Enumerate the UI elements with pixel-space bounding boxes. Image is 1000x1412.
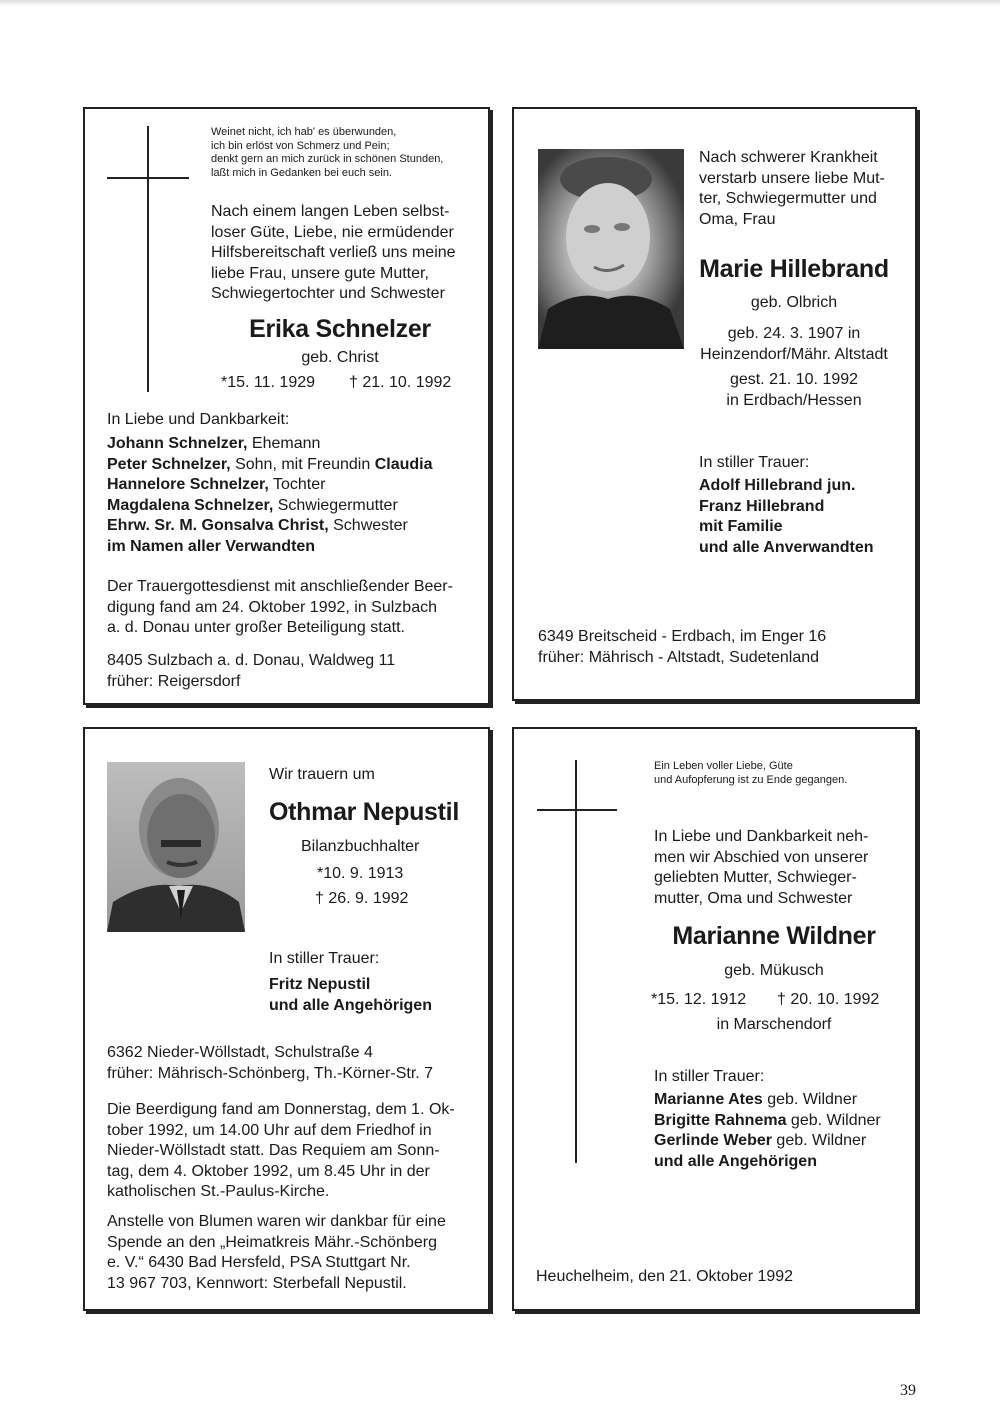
verse-line: denkt gern an mich zurück in schönen Stunden,	[211, 153, 444, 165]
mourner	[107, 434, 433, 455]
donation-line: e. V.“ 6430 Bad Hersfeld, PSA Stuttgart Nr.	[107, 1254, 411, 1271]
mourner-name: Marianne Ates	[654, 1091, 763, 1108]
service-line: Der Trauergottesdienst mit anschließender Beer-	[107, 578, 453, 595]
mourner	[654, 1131, 881, 1152]
deceased-name: Marie Hillebrand	[699, 255, 889, 283]
address-line: früher: Mährisch - Altstadt, Sudetenland	[538, 648, 820, 666]
mourner-maiden-name: geb. Wildner	[771, 1132, 867, 1149]
intro-line: Hilfsbereitschaft verließ uns meine	[211, 244, 456, 261]
intro-line: loser Güte, Liebe, nie ermüdender	[211, 223, 454, 241]
intro-line: mutter, Oma und Schwester	[654, 889, 853, 907]
mourners-intro: In stiller Trauer:	[269, 950, 380, 967]
verse	[211, 126, 443, 180]
death-line: gest. 21. 10. 1992	[729, 371, 859, 388]
obituary-erika-schnelzer	[83, 107, 490, 705]
mourner-maiden-name: geb. Wildner	[786, 1111, 881, 1129]
portrait-photo	[107, 762, 245, 932]
obituary-marie-hillebrand	[512, 107, 917, 701]
mourners-intro: In Liebe und Dankbarkeit:	[107, 411, 290, 428]
mourner: und alle Anverwandten	[699, 538, 874, 556]
intro-text	[211, 202, 469, 305]
death-date: † 21. 10. 1992	[349, 374, 452, 391]
death-line: in Erdbach/Hessen	[726, 391, 862, 409]
mourner: und alle Angehörigen	[269, 996, 432, 1014]
deceased-name: Erika Schnelzer	[249, 315, 431, 343]
verse-line: und Aufopferung ist zu Ende gegangen.	[654, 773, 848, 786]
funeral-line: katholischen St.-Paulus-Kirche.	[107, 1183, 330, 1200]
intro-line: Nach einem langen Leben selbst-	[211, 203, 450, 220]
mourner-name: und alle Angehörigen	[654, 1152, 817, 1170]
mourner	[654, 1152, 881, 1173]
mourner: Franz Hillebrand	[699, 497, 825, 515]
birth-name: geb. Mükusch	[724, 962, 824, 979]
mourner-name: Hannelore Schnelzer,	[107, 476, 269, 493]
cross-icon-vertical	[147, 126, 149, 392]
address-line: früher: Reigersdorf	[107, 672, 241, 690]
obituary-marianne-wildner	[512, 727, 917, 1311]
mourner-relation: Ehemann	[247, 435, 321, 452]
intro-text	[699, 148, 885, 230]
place-and-date: Heuchelheim, den 21. Oktober 1992	[536, 1268, 794, 1285]
birth-line: Heinzendorf/Mähr. Altstadt	[700, 345, 888, 363]
mourner: mit Familie	[699, 518, 783, 535]
mourner-name: Brigitte Rahnema	[654, 1111, 787, 1129]
portrait-figure-icon	[107, 762, 245, 932]
mourner-name: Ehrw. Sr. M. Gonsalva Christ,	[107, 517, 329, 534]
mourner-name: Johann Schnelzer,	[107, 435, 248, 452]
mourner	[654, 1090, 881, 1111]
portrait-figure-icon	[538, 149, 684, 349]
mourner	[107, 537, 433, 558]
address	[107, 651, 395, 692]
funeral-line: tag, dem 4. Oktober 1992, um 8.45 Uhr in der	[107, 1162, 430, 1180]
portrait-photo	[538, 149, 684, 349]
mourner-maiden-name: geb. Wildner	[762, 1091, 858, 1108]
funeral-info	[107, 1100, 455, 1203]
mourner: Adolf Hillebrand jun.	[699, 477, 856, 494]
mourner	[107, 496, 433, 517]
funeral-line: Nieder-Wöllstadt statt. Das Requiem am Sonn-	[107, 1142, 440, 1159]
mourner-partner-name: Claudia	[374, 455, 433, 473]
mourner-name: Gerlinde Weber	[654, 1132, 772, 1149]
address	[107, 1043, 433, 1084]
donation-line: Anstelle von Blumen waren wir dankbar für eine	[107, 1213, 446, 1230]
address-line: früher: Mährisch-Schönberg, Th.-Körner-Str. 7	[107, 1064, 434, 1082]
deceased-name: Marianne Wildner	[672, 922, 876, 950]
mourner	[107, 455, 433, 476]
address	[538, 627, 826, 668]
donation-line: 13 967 703, Kennwort: Sterbefall Nepustil.	[107, 1274, 407, 1292]
scan-top-edge	[0, 0, 1000, 6]
intro-line: liebe Frau, unsere gute Mutter,	[211, 264, 429, 282]
birth-line: geb. 24. 3. 1907 in	[727, 325, 861, 342]
service-line: digung fand am 24. Oktober 1992, in Sulzbach	[107, 598, 437, 616]
mourner-name: Magdalena Schnelzer,	[107, 496, 274, 514]
intro-line: verstarb unsere liebe Mut-	[699, 169, 885, 187]
verse-line: Weinet nicht, ich hab' es überwunden,	[211, 126, 397, 138]
mourner: Fritz Nepustil	[269, 976, 371, 993]
service-info	[107, 577, 453, 639]
birth-place: in Marschendorf	[716, 1016, 832, 1033]
cross-icon-vertical	[575, 760, 577, 1163]
verse-line: Ein Leben voller Liebe, Güte	[654, 760, 793, 772]
intro-line: geliebten Mutter, Schwieger-	[654, 869, 857, 886]
mourner-relation: Tochter	[268, 476, 326, 493]
birth-info	[689, 324, 899, 365]
page-number: 39	[900, 1382, 916, 1399]
death-date: † 26. 9. 1992	[315, 890, 409, 907]
intro-line: ter, Schwiegermutter und	[699, 190, 877, 207]
mourners-intro: In stiller Trauer:	[654, 1068, 765, 1085]
death-info	[689, 370, 899, 411]
mourner-name: Peter Schnelzer,	[107, 455, 231, 473]
death-date: † 20. 10. 1992	[777, 991, 880, 1008]
service-line: a. d. Donau unter großer Beteiligung statt.	[107, 619, 405, 636]
mourner	[654, 1111, 881, 1132]
address-line: 6349 Breitscheid - Erdbach, im Enger 16	[538, 628, 827, 645]
mourner	[107, 475, 433, 496]
cross-icon-horizontal	[537, 809, 617, 811]
funeral-line: tober 1992, um 14.00 Uhr auf dem Friedhof in	[107, 1121, 432, 1139]
funeral-line: Die Beerdigung fand am Donnerstag, dem 1. Ok-	[107, 1101, 455, 1118]
intro-text	[654, 827, 889, 909]
birth-date: *15. 12. 1912	[651, 991, 747, 1008]
mourners-list	[699, 476, 874, 558]
intro-line: Nach schwerer Krankheit	[699, 149, 878, 166]
verse-line: ich bin erlöst von Schmerz und Pein;	[211, 139, 390, 152]
mourners-list	[654, 1090, 881, 1172]
birth-name: geb. Christ	[301, 349, 379, 366]
mourners-list	[107, 434, 433, 557]
address-line: 6362 Nieder-Wöllstadt, Schulstraße 4	[107, 1044, 373, 1061]
obituary-othmar-nepustil	[83, 727, 490, 1311]
verse	[654, 760, 847, 787]
intro-line: Oma, Frau	[699, 210, 776, 228]
mourner-relation: Schwiegermutter	[273, 496, 398, 514]
donation-info	[107, 1212, 446, 1294]
cross-icon-horizontal	[107, 177, 189, 179]
occupation: Bilanzbuchhalter	[301, 838, 420, 855]
mourners-list	[269, 975, 432, 1016]
intro-line: men wir Abschied von unserer	[654, 848, 869, 866]
intro-line: In Liebe und Dankbarkeit neh-	[654, 828, 869, 845]
birth-date: *10. 9. 1913	[317, 865, 404, 882]
mourner	[107, 516, 433, 537]
verse-line: laßt mich in Gedanken bei euch sein.	[211, 166, 392, 179]
intro-text: Wir trauern um	[269, 766, 375, 783]
donation-line: Spende an den „Heimatkreis Mähr.-Schönberg	[107, 1233, 437, 1251]
birth-date: *15. 11. 1929	[221, 374, 316, 391]
mourner-relation: Schwester	[328, 517, 408, 534]
mourners-intro: In stiller Trauer:	[699, 454, 810, 471]
intro-line: Schwiegertochter und Schwester	[211, 285, 445, 302]
mourner-name: im Namen aller Verwandten	[107, 537, 316, 555]
birth-name: geb. Olbrich	[750, 294, 838, 311]
mourner-relation: Sohn, mit Freundin	[230, 455, 375, 473]
deceased-name: Othmar Nepustil	[269, 798, 459, 826]
address-line: 8405 Sulzbach a. d. Donau, Waldweg 11	[107, 652, 396, 669]
